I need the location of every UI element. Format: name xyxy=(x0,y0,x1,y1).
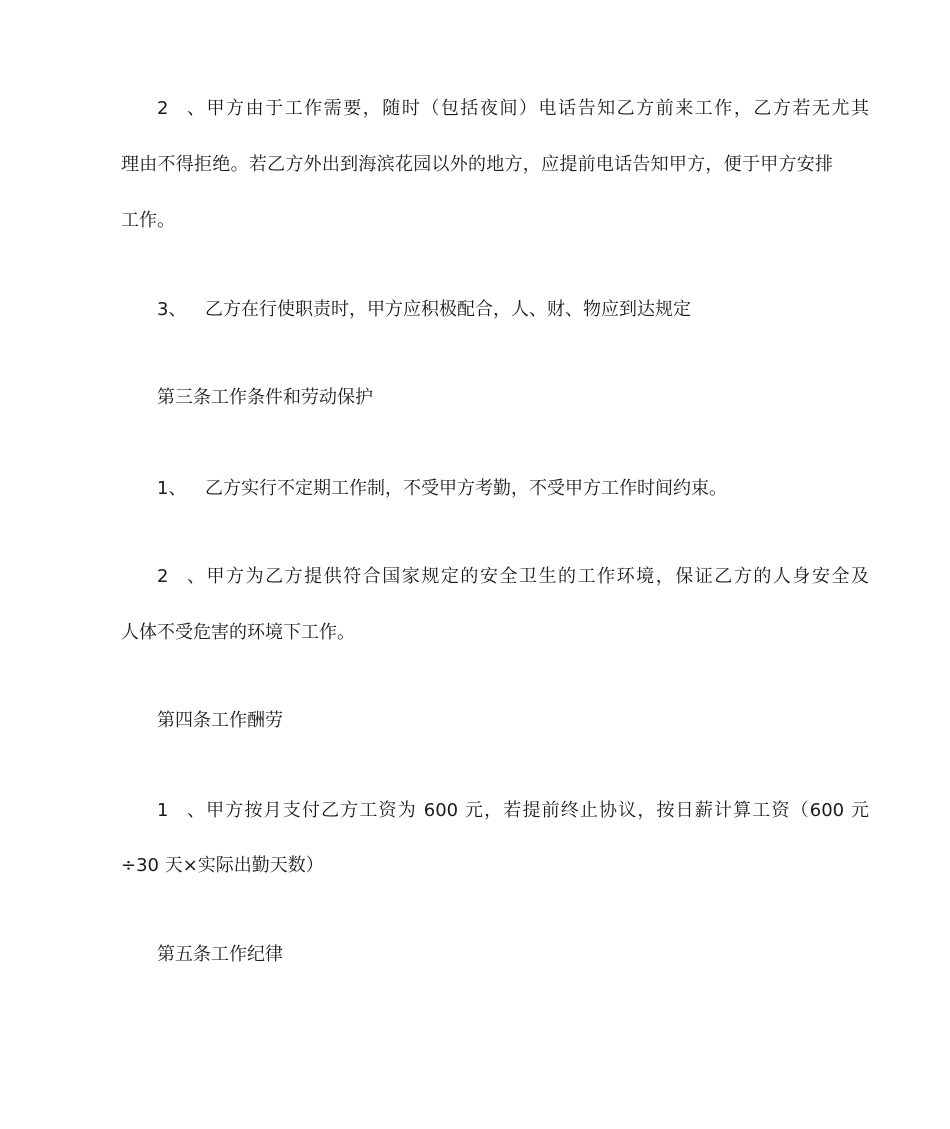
clause-number: 3、 xyxy=(157,299,187,320)
clause-text: 乙方实行不定期工作制，不受甲方考勤，不受甲方工作时间约束。 xyxy=(205,478,727,499)
clause-text: 甲方由于工作需要，随时（包括夜间）电话告知乙方前来工作，乙方若无尤其 xyxy=(205,98,869,119)
clause-2-line-2: 理由不得拒绝。若乙方外出到海滨花园以外的地方，应提前电话告知甲方，便于甲方安排 xyxy=(121,154,833,175)
clause-number: 2、 xyxy=(157,98,205,119)
clause-text: 乙方在行使职责时，甲方应积极配合，人、财、物应到达规定 xyxy=(205,299,691,320)
article-4-clause-1-line-2: ÷30 天×实际出勤天数） xyxy=(121,855,324,876)
article-3-heading: 第三条工作条件和劳动保护 xyxy=(157,387,373,408)
article-3-clause-2-line-1 xyxy=(157,564,869,590)
article-3-clause-1 xyxy=(157,476,869,502)
article-5-heading: 第五条工作纪律 xyxy=(157,944,283,965)
clause-text: 甲方为乙方提供符合国家规定的安全卫生的工作环境，保证乙方的人身安全及 xyxy=(205,566,869,587)
clause-number: 2、 xyxy=(157,566,205,587)
clause-text: 甲方按月支付乙方工资为 600 元，若提前终止协议，按日薪计算工资（600 元 xyxy=(205,800,869,821)
article-3-clause-2-line-2: 人体不受危害的环境下工作。 xyxy=(121,622,355,643)
clause-number: 1、 xyxy=(157,800,205,821)
article-4-clause-1-line-1 xyxy=(157,798,869,824)
article-4-heading: 第四条工作酬劳 xyxy=(157,710,283,731)
clause-3-line-1 xyxy=(157,297,869,323)
clause-number: 1、 xyxy=(157,478,187,499)
clause-2-line-1 xyxy=(157,96,869,122)
clause-2-line-3: 工作。 xyxy=(121,210,175,231)
